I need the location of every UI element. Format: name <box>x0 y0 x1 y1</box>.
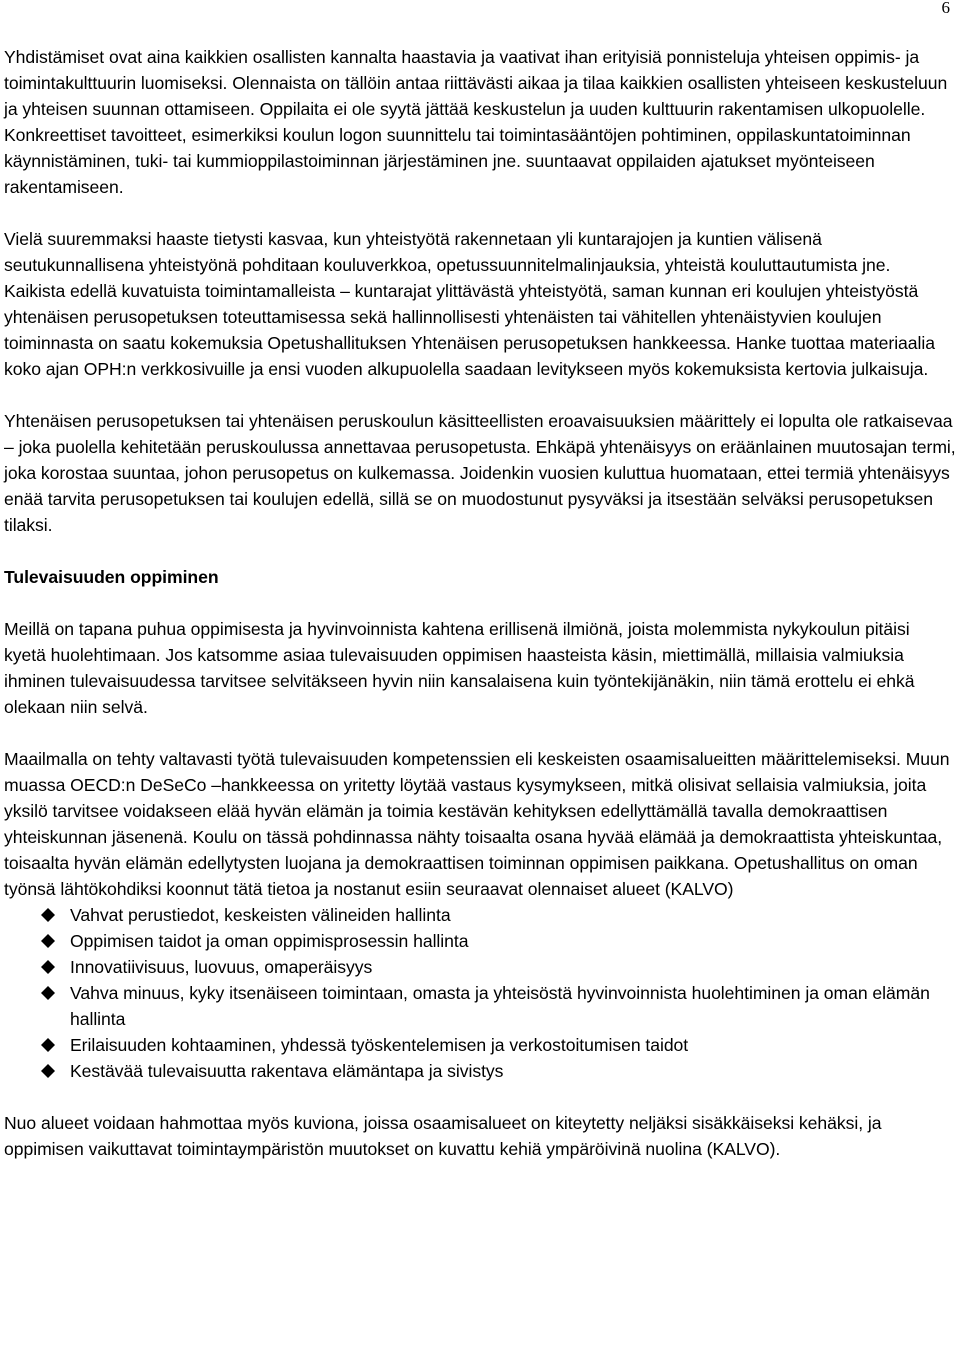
list-item <box>4 902 956 928</box>
diamond-bullet-icon <box>41 908 55 922</box>
diamond-bullet-icon <box>41 986 55 1000</box>
paragraph-5: Maailmalla on tehty valtavasti työtä tulevaisuuden kompetenssien eli keskeisten osaamisalueitten määrittelemiseksi. Muun muassa OECD:n DeSeCo –hankkeessa on yritetty löytää vastaus kysymykseen, mitkä olisivat sellaisia valmiuksia, joita yksilö tarvitsee voidakseen elää hyvän elämän ja toimia kestävän kehityksen edellyttämällä tavalla demokraattisen yhteiskunnan jäsenenä. Koulu on tässä pohdinnassa nähty toisaalta osana hyvää elämää ja demokraattista yhteiskuntaa, toisaalta hyvän elämän edellytysten luojana ja demokraattisen toiminnan oppimisen paikkana. Opetushallitus on oman työnsä lähtökohdiksi koonnut tätä tietoa ja nostanut esiin seuraavat olennaiset alueet (KALVO) <box>4 749 950 899</box>
paragraph-6: Nuo alueet voidaan hahmottaa myös kuviona, joissa osaamisalueet on kiteytetty neljäksi sisäkkäiseksi kehäksi, ja oppimisen vaikuttavat toimintaympäristön muutokset on kuvattu kehiä ympäröivinä nuolina (KALVO). <box>4 1113 882 1159</box>
competence-list <box>4 902 956 1084</box>
list-item <box>4 954 956 980</box>
paragraph-2: Vielä suuremmaksi haaste tietysti kasvaa, kun yhteistyötä rakennetaan yli kuntarajojen ja kuntien välisenä seutukunnallisena yhteistyönä pohditaan kouluverkkoa, opetussuunnitelmalinjauksia, yhteistä kouluttautumista jne. Kaikista edellä kuvatuista toimintamalleista – kuntarajat ylittävästä yhteistyötä, saman kunnan eri koulujen yhteistyöstä yhtenäisen perusopetuksen toteuttamisessa sekä hallinnollisesti yhtenäisten tai vähitellen yhtenäistyvien koulujen toiminnasta on saatu kokemuksia Opetushallituksen Yhtenäisen perusopetuksen hankkeessa. Hanke tuottaa materiaalia koko ajan OPH:n verkkosivuille ja ensi vuoden alkupuolella saadaan levitykseen myös kokemuksista kertovia julkaisuja. <box>4 229 935 379</box>
list-item-text: Vahvat perustiedot, keskeisten välineiden hallinta <box>70 905 451 925</box>
section-heading: Tulevaisuuden oppiminen <box>4 567 219 587</box>
paragraph-4: Meillä on tapana puhua oppimisesta ja hyvinvoinnista kahtena erillisenä ilmiönä, joista molemmista nykykoulun pitäisi kyetä huolehtimaan. Jos katsomme asiaa tulevaisuuden oppimisen haasteista käsin, miettimällä, millaisia valmiuksia ihminen tulevaisuudessa tarvitsee selvitäkseen hyvin niin kansalaisena kuin työntekijänäkin, niin tämä erottelu ei ehkä olekaan niin selvä. <box>4 619 915 717</box>
list-item-text: Erilaisuuden kohtaaminen, yhdessä työskentelemisen ja verkostoitumisen taidot <box>70 1035 689 1055</box>
diamond-bullet-icon <box>41 960 55 974</box>
page-number: 6 <box>941 0 950 17</box>
list-item <box>4 1058 956 1084</box>
diamond-bullet-icon <box>41 1064 55 1078</box>
list-item-text: Kestävää tulevaisuutta rakentava elämäntapa ja sivistys <box>70 1061 504 1081</box>
list-item <box>4 980 956 1032</box>
list-item <box>4 1032 956 1058</box>
list-item-text: Oppimisen taidot ja oman oppimisprosessin hallinta <box>70 931 469 951</box>
paragraph-1: Yhdistämiset ovat aina kaikkien osallisten kannalta haastavia ja vaativat ihan erityisiä ponnisteluja yhteisen oppimis- ja toimintakulttuurin luomiseksi. Olennaista on tällöin antaa riittävästi aikaa ja tilaa kaikkien osallisten yhteiseen keskusteluun ja yhteisen suunnan ottamiseen. Oppilaita ei ole syytä jättää keskustelun ja uuden kulttuurin rakentamisen ulkopuolelle. Konkreettiset tavoitteet, esimerkiksi koulun logon suunnittelu tai toimintasääntöjen pohtiminen, oppilaskuntatoiminnan käynnistäminen, tuki- tai kummioppilastoiminnan järjestäminen jne. suuntaavat oppilaiden ajatukset myönteiseen rakentamiseen. <box>4 47 948 197</box>
list-item-text: Innovatiivisuus, luovuus, omaperäisyys <box>70 957 373 977</box>
list-item <box>4 928 956 954</box>
paragraph-3: Yhtenäisen perusopetuksen tai yhtenäisen peruskoulun käsitteellisten eroavaisuuksien määrittely ei lopulta ole ratkaisevaa – joka puolella kehitetään peruskoulussa annettavaa perusopetusta. Ehkäpä yhtenäisyys on eräänlainen muutosajan termi, joka korostaa suuntaa, johon perusopetus on kulkemassa. Joidenkin vuosien kuluttua huomataan, ettei termiä yhtenäisyys enää tarvita perusopetuksen tai koulujen edellä, sillä se on muodostunut pysyväksi ja itsestään selväksi perusopetuksen tilaksi. <box>4 411 956 535</box>
diamond-bullet-icon <box>41 1038 55 1052</box>
list-item-text: Vahva minuus, kyky itsenäiseen toimintaan, omasta ja yhteisöstä hyvinvoinnista huolehtiminen ja oman elämän hallinta <box>70 983 930 1029</box>
diamond-bullet-icon <box>41 934 55 948</box>
document-body <box>4 44 956 1188</box>
